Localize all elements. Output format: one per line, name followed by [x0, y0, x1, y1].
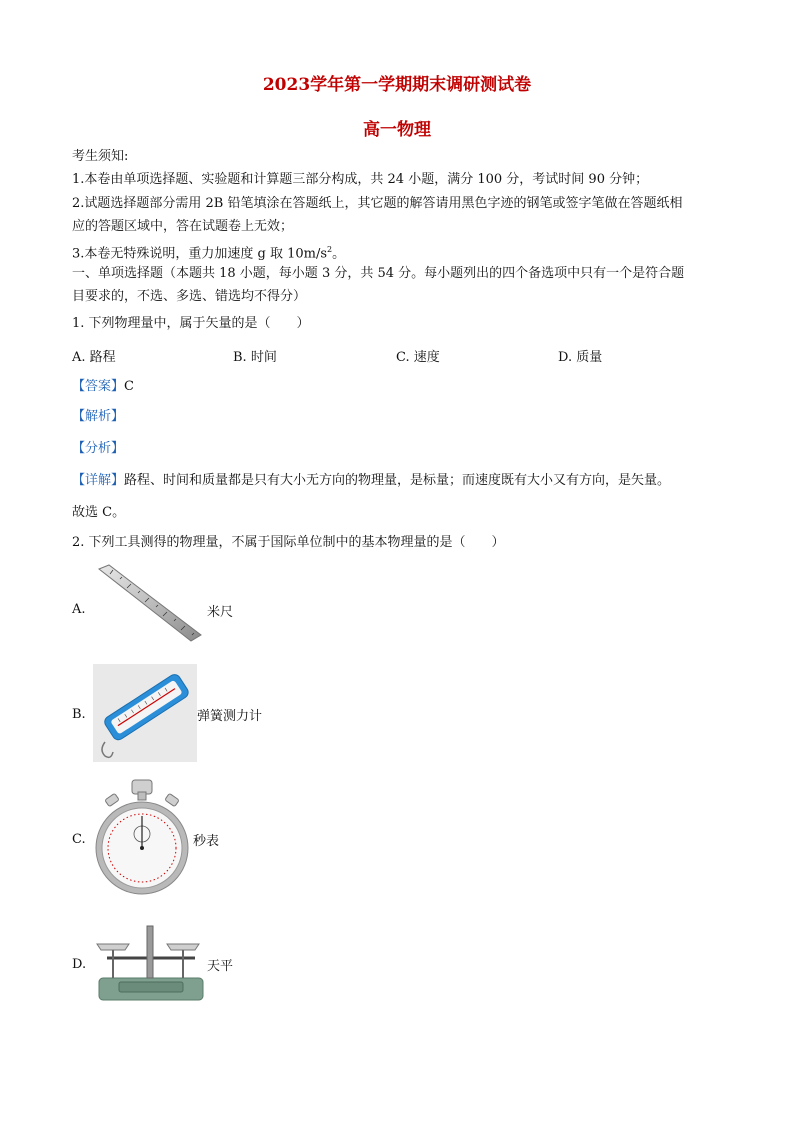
q2-option-b-letter: B.	[72, 707, 86, 722]
fenxi-tag: 【分析】	[72, 441, 125, 456]
q2-option-a-label: 米尺	[207, 605, 234, 620]
notice-item-3-end: 。	[332, 246, 346, 262]
exam-subtitle: 高一物理	[363, 120, 431, 140]
q2-option-d-letter: D.	[72, 957, 87, 972]
notice-item-3	[72, 240, 345, 264]
balance-image	[95, 918, 207, 1002]
q2-option-c-letter: C.	[72, 832, 86, 847]
q2-option-b-label: 弹簧测力计	[197, 709, 263, 724]
spring-scale-image	[93, 664, 197, 762]
q1-conclusion: 故选 C。	[72, 505, 126, 520]
q1-option-d: D. 质量	[558, 350, 603, 365]
q1-option-b: B. 时间	[233, 350, 277, 365]
exponent: 2	[327, 245, 333, 254]
q1-detail	[72, 471, 670, 491]
detail-tag: 【详解】	[72, 473, 125, 488]
q1-option-a: A. 路程	[72, 350, 116, 365]
ruler-image	[93, 563, 205, 645]
analysis-tag: 【解析】	[72, 409, 125, 424]
q2-option-a-letter: A.	[72, 602, 86, 617]
notice-item-3-text: 3.本卷无特殊说明，重力加速度 g 取 10m/s	[72, 246, 328, 262]
answer-value: C	[124, 379, 134, 394]
q1-stem: 1. 下列物理量中，属于矢量的是（ ）	[72, 316, 310, 331]
q2-stem: 2. 下列工具测得的物理量，不属于国际单位制中的基本物理量的是（ ）	[72, 535, 505, 550]
exam-title: 2023学年第一学期期末调研测试卷	[262, 75, 532, 95]
stopwatch-image	[94, 776, 190, 900]
q1-analysis-tag	[72, 407, 124, 427]
notice-heading: 考生须知:	[72, 149, 129, 164]
notice-item-2b: 应的答题区域中，答在试题卷上无效；	[72, 219, 294, 234]
q2-option-c-label: 秒表	[193, 834, 220, 849]
q2-option-d-label: 天平	[207, 959, 234, 974]
q1-answer	[72, 377, 134, 397]
notice-item-2a: 2.试题选择题部分需用 2B 铅笔填涂在答题纸上，其它题的解答请用黑色字迹的钢笔或签字笔做在答题纸相	[72, 196, 683, 211]
detail-text: 路程、时间和质量都是只有大小无方向的物理量，是标量；而速度既有大小又有方向，是矢量。	[124, 473, 671, 488]
notice-item-1: 1.本卷由单项选择题、实验题和计算题三部分构成，共 24 小题，满分 100 分，考试时间 90 分钟；	[72, 172, 649, 187]
q1-fenxi-tag	[72, 439, 124, 459]
section-heading-line2: 目要求的，不选、多选、错选均不得分）	[72, 289, 307, 304]
q1-option-c: C. 速度	[396, 350, 440, 365]
section-heading-line1: 一、单项选择题（本题共 18 小题，每小题 3 分，共 54 分。每小题列出的四个备选项中只有一个是符合题	[72, 266, 685, 281]
answer-tag: 【答案】	[72, 379, 125, 394]
